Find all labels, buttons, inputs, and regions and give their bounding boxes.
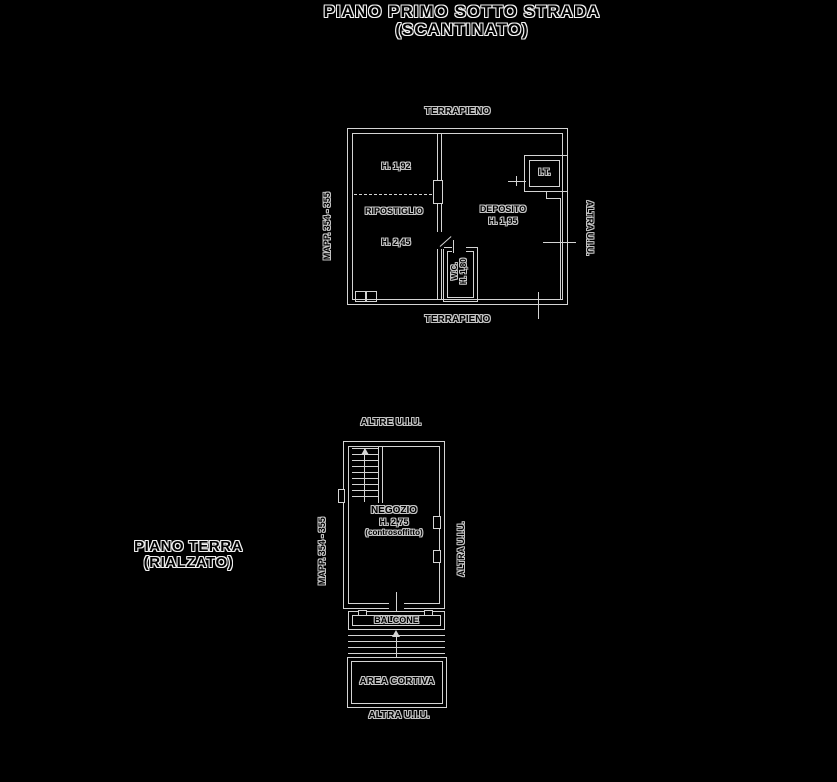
ground-title-line2: (RIALZATO) [143, 553, 234, 571]
altra-uiu-bottom-label: ALTRA U.I.U. [368, 710, 430, 721]
wall-jog-h [546, 198, 561, 199]
front-room-height-label: H. 1,92 [381, 161, 411, 171]
deposito-height-label: H. 1,95 [488, 216, 518, 226]
area-cortiva-label: AREA CORTIVA [359, 676, 435, 687]
basement-title-line2: (SCANTINATO) [395, 19, 529, 39]
ground-title [86, 539, 291, 571]
balcony-door-line [396, 592, 397, 612]
balcone-label: BALCONE [374, 615, 419, 625]
deposito-label: DEPOSITO [479, 204, 527, 214]
it-door-tick-v [516, 176, 517, 186]
staircase-treads [352, 448, 378, 502]
negozio-label: NEGOZIO [370, 505, 418, 516]
wc-height-label: H. 1,80 [459, 258, 468, 285]
negozio-note-label: (controsoffitto) [365, 528, 423, 537]
terrapieno-bottom-label: TERRAPIENO [424, 314, 491, 325]
ground-mapp-label: MAPP. 354 - 355 [316, 517, 327, 586]
basement-title [240, 3, 684, 39]
height-change-dashed-line [354, 194, 437, 195]
wc-label-block [450, 241, 468, 301]
ground-title-line1: PIANO TERRA [134, 538, 243, 555]
shop-right-door-2 [433, 550, 441, 563]
stairs-up-arrow-icon [361, 448, 369, 455]
steps-walkline [396, 637, 397, 657]
it-door-tick-h [508, 181, 526, 182]
it-label: I.T. [538, 167, 551, 177]
right-wall-inner-face [560, 198, 561, 300]
ripostiglio-label: RIPOSTIGLIO [364, 206, 423, 216]
ripostiglio-height-label: H. 2,45 [381, 237, 411, 247]
staircase-walkline [364, 449, 365, 502]
basement-mapp-label: MAPP. 354 - 355 [321, 192, 332, 261]
staircase-wall [378, 447, 383, 503]
basement-partition-wall [437, 134, 442, 300]
right-window-tick [543, 242, 576, 243]
terrapieno-top-label: TERRAPIENO [424, 106, 491, 117]
steps-up-arrow-icon [392, 630, 400, 637]
altre-uiu-top-label: ALTRE U.I.U. [360, 417, 422, 428]
negozio-height-label: H. 2,75 [379, 517, 409, 527]
corner-step-2 [366, 291, 377, 302]
corner-step-1 [355, 291, 366, 302]
wc-label: W.C. [449, 262, 459, 280]
partition-door-leaf [433, 180, 443, 204]
left-wall-niche [338, 489, 345, 503]
ground-altra-uiu-label: ALTRA U.I.U. [455, 521, 466, 577]
basement-title-line1: PIANO PRIMO SOTTO STRADA [323, 2, 601, 21]
basement-altra-uiu-label: ALTRA U.I.U. [585, 200, 596, 256]
